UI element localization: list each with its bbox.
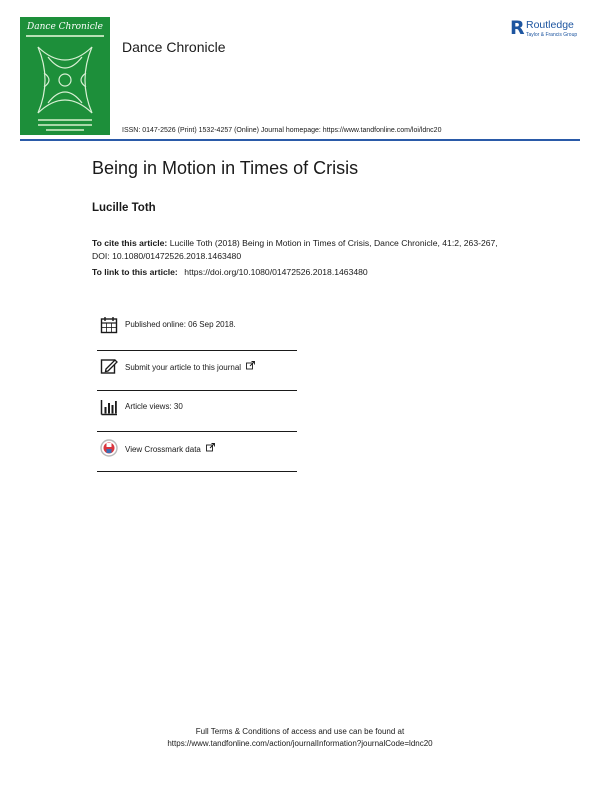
external-link-icon bbox=[206, 443, 215, 452]
issn-line bbox=[122, 127, 441, 134]
article-views-row bbox=[97, 398, 297, 438]
submit-article-row[interactable] bbox=[97, 357, 297, 397]
footer bbox=[0, 726, 600, 750]
row-divider bbox=[97, 431, 297, 432]
cover-title: Dance Chronicle bbox=[27, 22, 103, 32]
external-link-icon bbox=[246, 361, 255, 370]
submit-article-text[interactable] bbox=[125, 361, 255, 372]
cover-artwork-icon bbox=[34, 43, 96, 117]
article-author: Lucille Toth bbox=[92, 202, 156, 214]
row-divider bbox=[97, 390, 297, 391]
article-views-text: Article views: 30 bbox=[125, 402, 183, 411]
cite-text: Lucille Toth (2018) Being in Motion in Times of Crisis, Dance Chronicle, 41:2, 263-267, DOI: bbox=[92, 238, 498, 261]
journal-cover bbox=[20, 17, 110, 135]
article-title: Being in Motion in Times of Crisis bbox=[92, 158, 359, 178]
footer-terms-link[interactable]: https://www.tandfonline.com/action/journalInformation?journalCode=ldnc20 bbox=[167, 739, 433, 748]
crossmark-icon bbox=[100, 439, 118, 457]
edit-icon bbox=[100, 357, 118, 375]
row-divider bbox=[97, 350, 297, 351]
cover-subtitle-bar bbox=[26, 35, 104, 37]
citation-block bbox=[92, 237, 512, 263]
header-divider bbox=[20, 139, 580, 141]
cite-label: To cite this article: bbox=[92, 238, 168, 248]
calendar-icon bbox=[100, 316, 118, 334]
publisher-logo[interactable] bbox=[510, 17, 590, 47]
published-online-text: Published online: 06 Sep 2018. bbox=[125, 320, 236, 329]
submit-article-label: Submit your article to this journal bbox=[125, 363, 242, 372]
publisher-tagline: Taylor & Francis Group bbox=[526, 32, 578, 38]
crossmark-label: View Crossmark data bbox=[125, 445, 201, 454]
issn-text: ISSN: 0147-2526 (Print) 1532-4257 (Online) Journal homepage: bbox=[122, 127, 321, 134]
bar-chart-icon bbox=[100, 398, 118, 416]
footer-terms-line: Full Terms & Conditions of access and use can be found at bbox=[195, 727, 405, 736]
journal-homepage-link[interactable]: https://www.tandfonline.com/loi/ldnc20 bbox=[322, 127, 442, 134]
crossmark-row[interactable] bbox=[97, 439, 297, 479]
article-link-line bbox=[92, 267, 368, 277]
article-doi-url[interactable]: https://doi.org/10.1080/01472526.2018.1463480 bbox=[184, 267, 368, 277]
row-divider bbox=[97, 471, 297, 472]
crossmark-text[interactable] bbox=[125, 443, 215, 454]
publisher-name: Routledge bbox=[526, 19, 574, 31]
cover-text-lines bbox=[38, 119, 92, 134]
doi-link[interactable]: 10.1080/01472526.2018.1463480 bbox=[112, 251, 242, 261]
journal-name: Dance Chronicle bbox=[122, 39, 226, 55]
routledge-r-icon: R bbox=[510, 17, 525, 39]
link-label: To link to this article: bbox=[92, 267, 178, 277]
